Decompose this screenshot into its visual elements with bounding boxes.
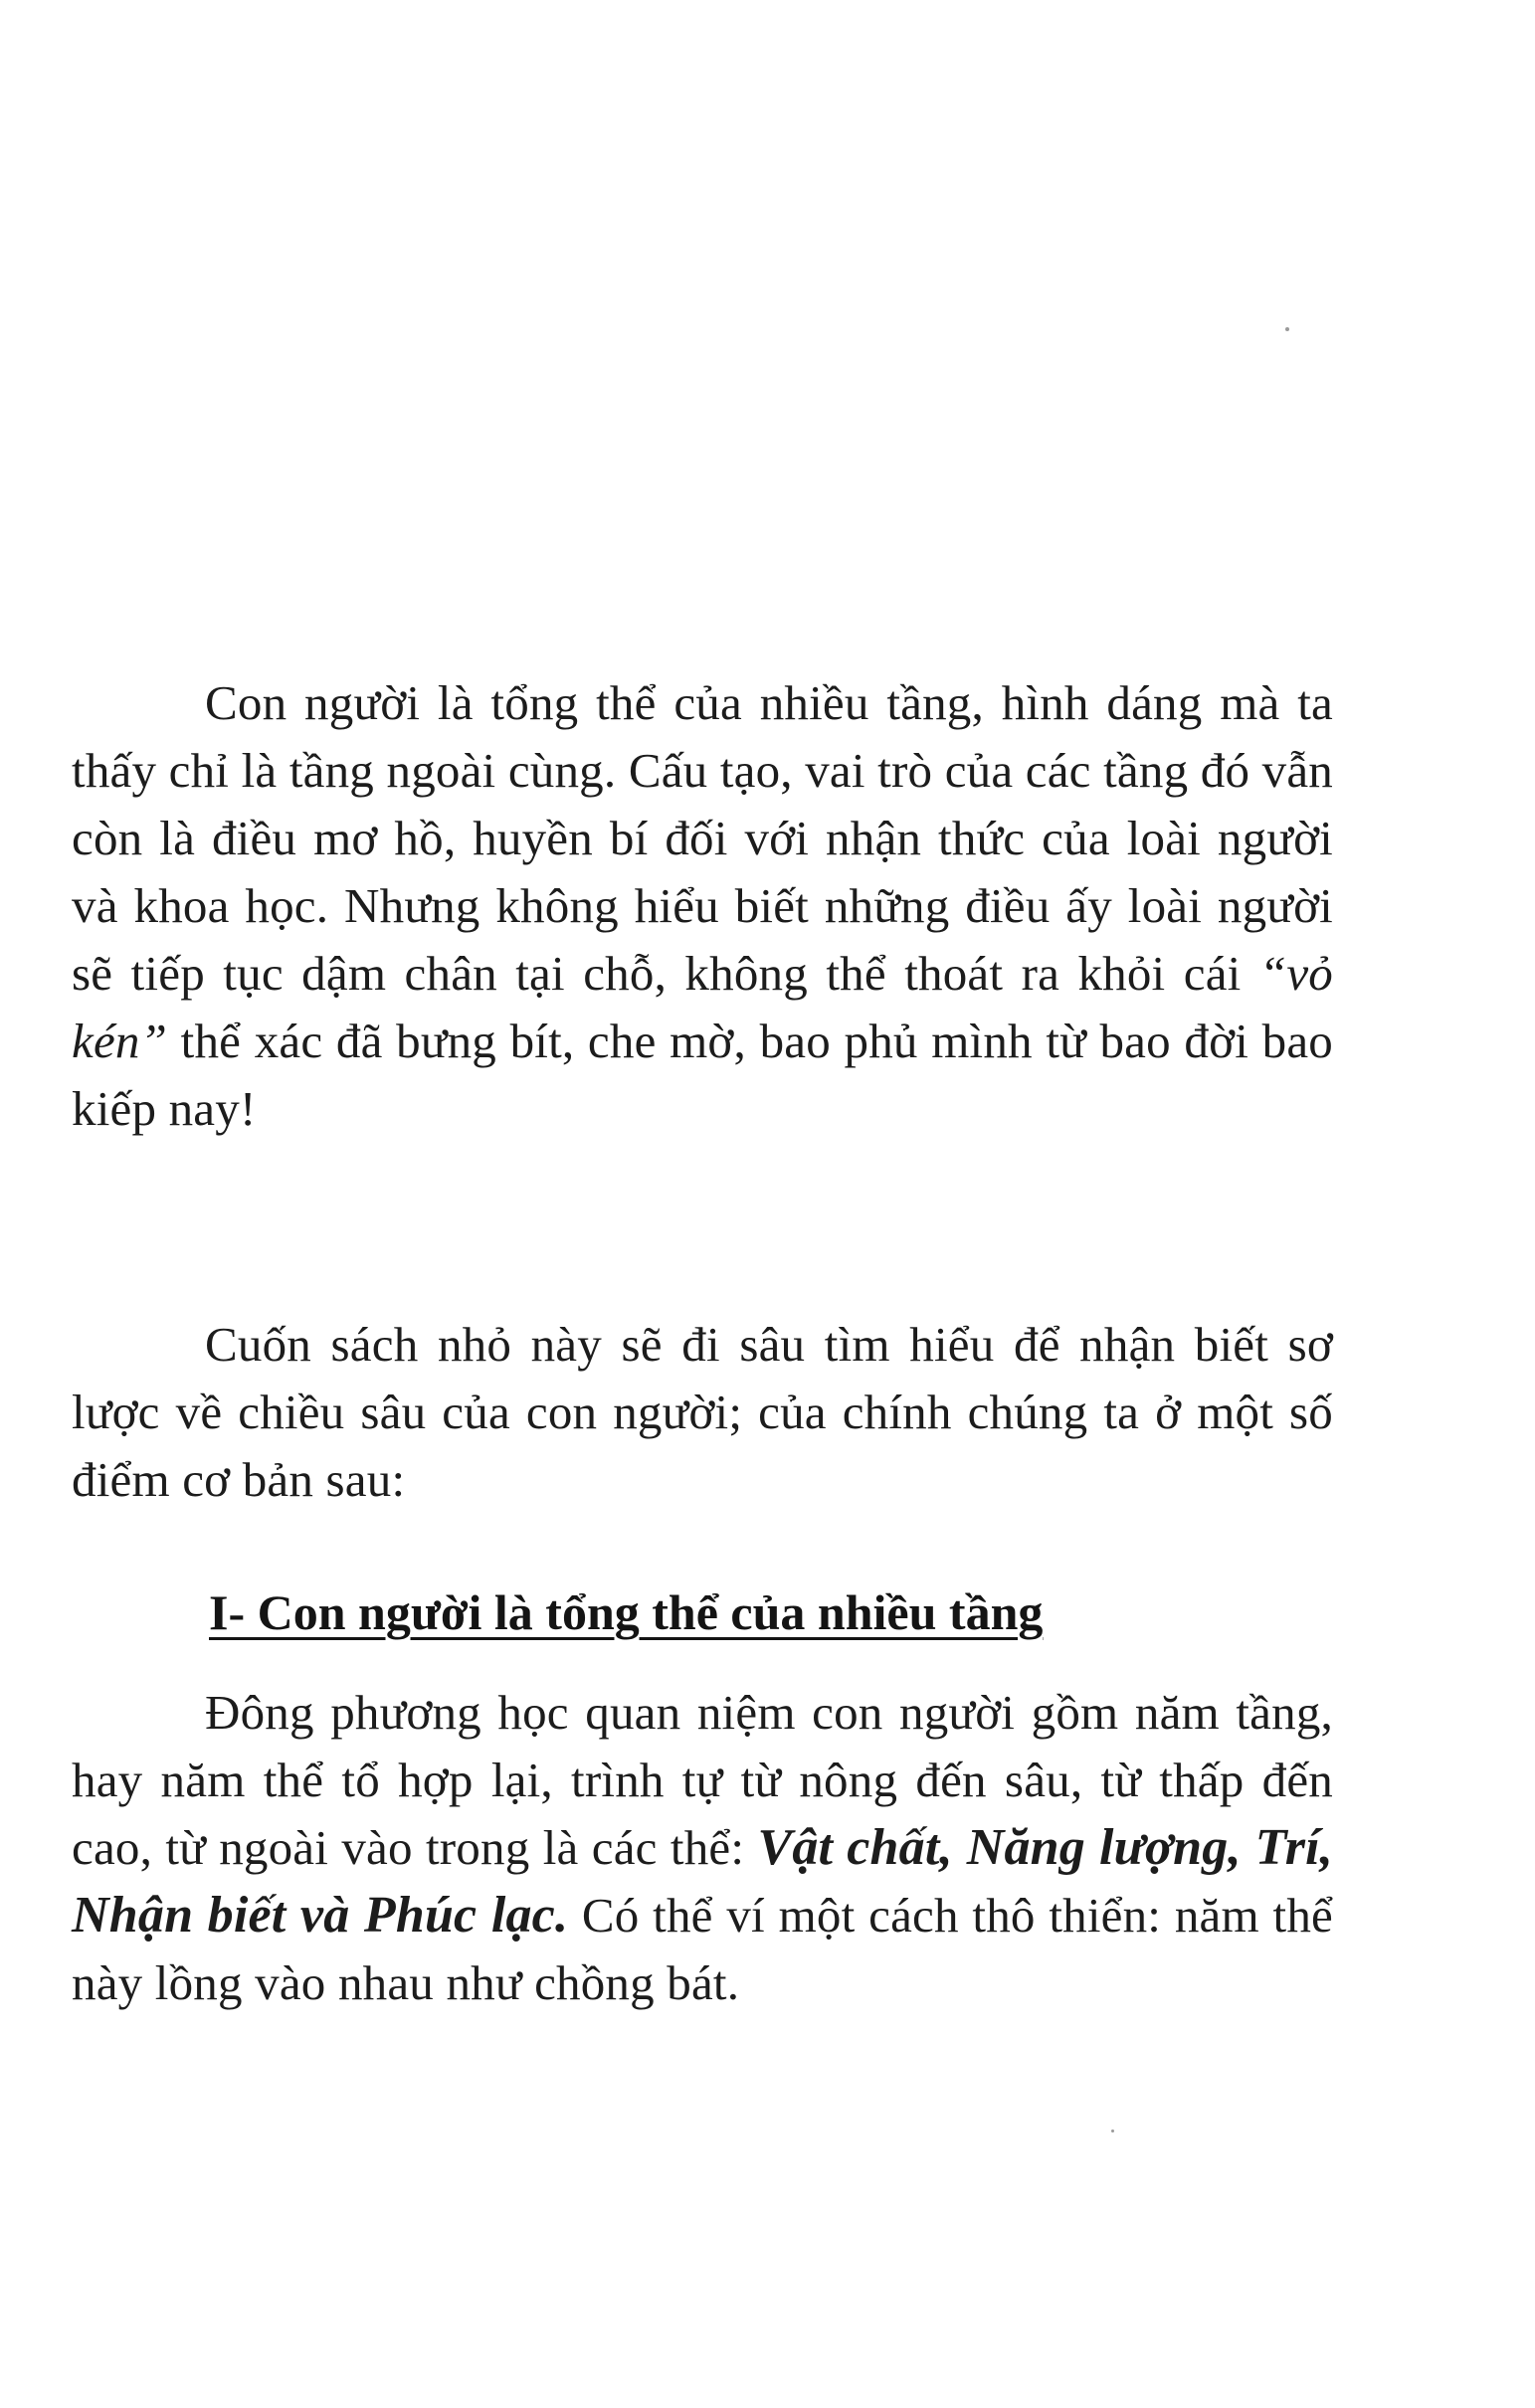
five-layers-emphasis: Vật chất, Năng lượng, Trí, Nhận biết và Phúc lạc. bbox=[72, 1819, 1333, 1944]
intro-paragraph-text bbox=[72, 669, 1333, 1143]
purpose-paragraph-text: Cuốn sách nhỏ này sẽ đi sâu tìm hiểu để nhận biết sơ lược về chiều sâu của con người; của chính chúng ta ở một số điểm cơ bản sau: bbox=[72, 1317, 1333, 1507]
purpose-paragraph bbox=[72, 1311, 1333, 1514]
scan-speck bbox=[1285, 327, 1289, 331]
intro-quoted-term: “vỏ kén” bbox=[72, 946, 1333, 1068]
five-layers-text-after-emphasis: Có thể ví một cách thô thiển: năm thể này lồng vào nhau như chồng bát. bbox=[72, 1888, 1333, 2010]
five-layers-paragraph-text bbox=[72, 1679, 1333, 2017]
section-heading: I- Con người là tổng thể của nhiều tầng bbox=[209, 1584, 1044, 1640]
five-layers-paragraph bbox=[72, 1679, 1333, 2017]
intro-text-after-quote: thể xác đã bưng bít, che mờ, bao phủ mình từ bao đời bao kiếp nay! bbox=[72, 1014, 1333, 1136]
five-layers-text-before-emphasis: Đông phương học quan niệm con người gồm năm tầng, hay năm thể tổ hợp lại, trình tự từ nông đến sâu, từ thấp đến cao, từ ngoài vào trong là các thể: bbox=[72, 1685, 1333, 1875]
scan-speck bbox=[1111, 2130, 1114, 2132]
intro-text-before-quote: Con người là tổng thể của nhiều tầng, hình dáng mà ta thấy chỉ là tầng ngoài cùng. Cấu tạo, vai trò của các tầng đó vẫn còn là điều mơ hồ, huyền bí đối với nhận thức của loài người và khoa học. Nhưng không hiểu biết những điều ấy loài người sẽ tiếp tục dậm chân tại chỗ, không thể thoát ra khỏi cái bbox=[72, 675, 1333, 1001]
intro-paragraph bbox=[72, 669, 1333, 1143]
